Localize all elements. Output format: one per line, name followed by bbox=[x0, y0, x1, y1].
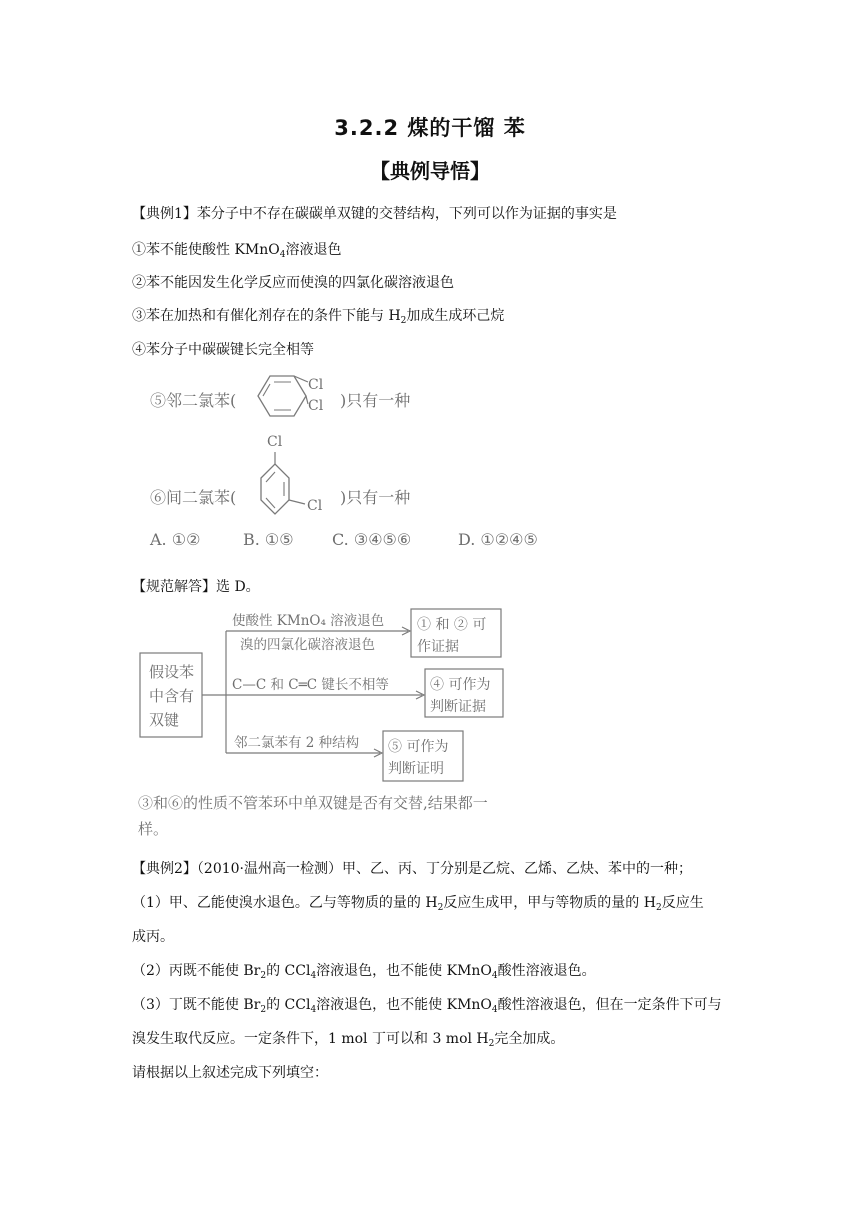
answer-line: 【规范解答】选 D。 bbox=[132, 579, 260, 595]
result2-line: ④ 可作为 bbox=[430, 677, 491, 693]
answer-tag: 【规范解答】 bbox=[132, 579, 216, 595]
option-d: D. ①②④⑤ bbox=[458, 530, 538, 549]
option-b: B. ①⑤ bbox=[243, 530, 294, 549]
example2-prompt: 请根据以上叙述完成下列填空： bbox=[132, 1065, 328, 1081]
branch3-label: 邻二氯苯有 2 种结构 bbox=[234, 735, 360, 751]
option-c: C. ③④⑤⑥ bbox=[332, 530, 412, 549]
chlorine-label: Cl bbox=[308, 377, 324, 393]
result2-line: 判断证据 bbox=[430, 699, 486, 715]
statement-3: ③苯在加热和有催化剂存在的条件下能与 $H_2$加成生成环己烷 bbox=[132, 308, 505, 326]
statement-1: ①苯不能使酸性 KMnO$_4$溶液退色 bbox=[132, 242, 342, 260]
meta-dichlorobenzene-structure bbox=[255, 430, 335, 520]
statement-5-prefix: ⑤邻二氯苯( bbox=[150, 391, 237, 410]
answer-note: 样。 bbox=[138, 820, 169, 838]
ortho-dichlorobenzene-structure bbox=[248, 368, 338, 424]
branch1-label: 溴的四氯化碳溶液退色 bbox=[240, 637, 375, 653]
example2-part3: （3）丁既不能使 $Br_2$的 CCl$_4$溶液退色，也不能使 KMnO$_4$酸性溶液退色，但在一定条件下可与 bbox=[132, 997, 722, 1015]
chlorine-label: Cl bbox=[267, 434, 283, 450]
hypothesis-line: 假设苯 bbox=[149, 663, 195, 681]
example2-tag: 【典例2】 bbox=[132, 861, 197, 877]
page-title: 3.2.2 煤的干馏 苯 bbox=[334, 116, 526, 140]
result1-line: ① 和 ② 可 bbox=[417, 617, 487, 633]
section-heading: 【典例导悟】 bbox=[370, 159, 490, 183]
hypothesis-line: 双键 bbox=[149, 711, 180, 729]
reasoning-flow-diagram bbox=[138, 605, 518, 785]
answer-note: ③和⑥的性质不管苯环中单双键是否有交替,结果都一 bbox=[138, 794, 488, 812]
statement-4: ④苯分子中碳碳键长完全相等 bbox=[132, 342, 314, 358]
example1-tag: 【典例1】 bbox=[132, 206, 197, 222]
branch2-label: C—C 和 C═C 键长不相等 bbox=[232, 677, 389, 693]
example1-stem: 【典例1】苯分子中不存在碳碳单双键的交替结构，下列可以作为证据的事实是 bbox=[132, 206, 617, 222]
statement-2: ②苯不能因发生化学反应而使溴的四氯化碳溶液退色 bbox=[132, 275, 454, 291]
example2-part1: （1）甲、乙能使溴水退色。乙与等物质的量的 $H_2$反应生成甲，甲与等物质的量的 $H_2$反应生 bbox=[132, 895, 704, 913]
example2-stem: 【典例2】（2010·温州高一检测）甲、乙、丙、丁分别是乙烷、乙烯、乙炔、苯中的一种； bbox=[132, 861, 692, 877]
statement-6-prefix: ⑥间二氯苯( bbox=[150, 488, 237, 507]
statement-6-suffix: )只有一种 bbox=[340, 488, 411, 507]
branch1-label: 使酸性 KMnO₄ 溶液退色 bbox=[232, 613, 385, 629]
example2-part3-cont: 溴发生取代反应。一定条件下，1 mol 丁可以和 3 mol $H_2$完全加成。 bbox=[132, 1031, 565, 1049]
example2-part1-cont: 成丙。 bbox=[132, 929, 174, 945]
hypothesis-line: 中含有 bbox=[149, 687, 195, 705]
result1-line: 作证据 bbox=[417, 639, 459, 655]
example2-part2: （2）丙既不能使 $Br_2$的 CCl$_4$溶液退色，也不能使 KMnO$_4$酸性溶液退色。 bbox=[132, 963, 596, 981]
benzene-ring bbox=[261, 464, 289, 514]
option-a: A. ①② bbox=[150, 530, 201, 549]
chlorine-label: Cl bbox=[307, 498, 323, 514]
result3-line: ⑤ 可作为 bbox=[388, 739, 449, 755]
result3-line: 判断证明 bbox=[388, 761, 444, 777]
chlorine-label: Cl bbox=[308, 398, 324, 414]
statement-5-suffix: )只有一种 bbox=[340, 391, 411, 410]
